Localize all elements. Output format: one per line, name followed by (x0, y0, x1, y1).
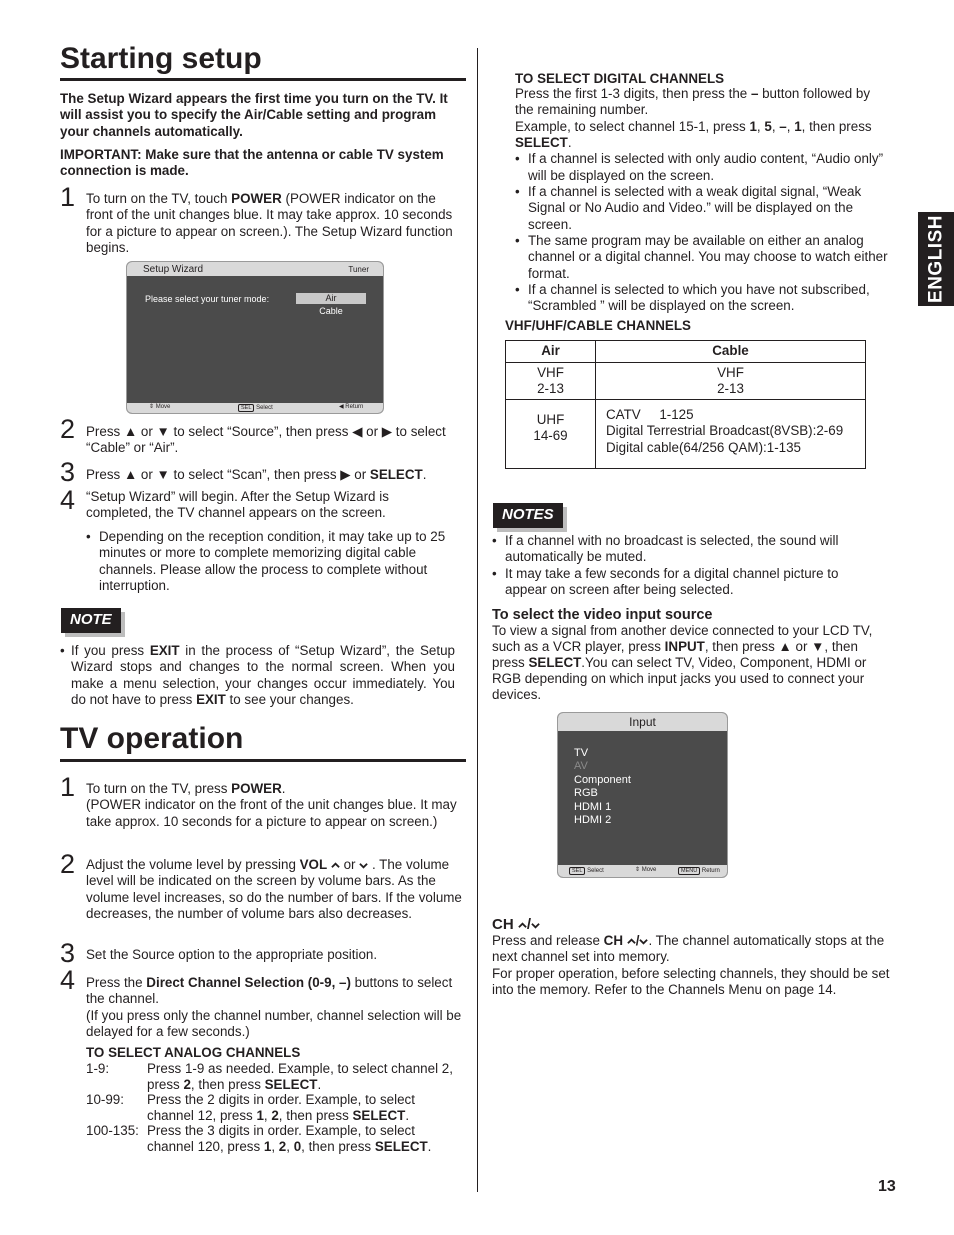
tvop-step-4: Press the Direct Channel Selection (0-9, –) buttons to select the channel. (If you press only the channel number, channel selection will be delayed for a few seconds.) (86, 975, 462, 1040)
table-header-cable: Cable (596, 341, 866, 363)
setup-important: IMPORTANT: Make sure that the antenna or cable TV system connection is made. (60, 147, 444, 179)
channels-table (505, 340, 866, 469)
channels-table-heading: VHF/UHF/CABLE CHANNELS (505, 318, 691, 333)
setup-step-4-bullets (86, 529, 456, 594)
list-item: 1-9: Press 1-9 as needed. Example, to select channel 2, press 2, then press SELECT. (86, 1061, 453, 1093)
screen-title: Setup Wizard (143, 264, 204, 275)
input-option-hdmi1[interactable]: HDMI 1 (574, 800, 612, 813)
footer-return: MENU Return (678, 867, 720, 875)
setup-step-4: “Setup Wizard” will begin. After the Setup Wizard is completed, the TV channel appears on the screen. (86, 489, 389, 521)
input-source-list (574, 747, 631, 827)
analog-heading: TO SELECT ANALOG CHANNELS (86, 1045, 301, 1060)
setup-note-text: If you press EXIT in the process of “Setup Wizard”, the Setup Wizard stops and changes to the normal screen. When you make a menu selection, your changes occur immediately. You do not have to press EXIT to see your changes. (71, 643, 455, 708)
notes-badge: NOTES (493, 503, 563, 528)
step-number: 2 (60, 414, 76, 444)
video-input-heading: To select the video input source (492, 607, 713, 623)
setup-step-1: To turn on the TV, touch POWER (POWER indicator on the front of the unit changes blue. It may take approx. 10 seconds for a picture to appear on screen.). The Setup Wizard function begins. (86, 191, 453, 256)
digital-text: Press the first 1-3 digits, then press the – button followed by the remaining number. Example, to select channel 15-1, press 1, 5, –, 1, then press SELECT. • If a channel is selected with only audio content, “Audio only” will be displayed on the screen. • If a channel is selected with a weak digital signal, “Weak Signal or No Audio and Video.” will be displayed on the screen. • The same program may be available on either an analog channel or a digital channel. You may choose to watch either format. • If a channel is selected to which you have not subscribed, “Scrambled ” will be displayed on the screen. (515, 86, 890, 315)
list-item: • If a channel is selected to which you have not subscribed, “Scrambled ” will be displayed on the screen. (515, 282, 890, 315)
table-cell: CATV 1-125 Digital Terrestrial Broadcast(8VSB):2-69 Digital cable(64/256 QAM):1-135 (596, 400, 866, 469)
list-item: • If a channel is selected with a weak digital signal, “Weak Signal or No Audio and Video.” will be displayed on the screen. (515, 184, 890, 233)
step-number: 4 (60, 965, 76, 995)
input-option-rgb[interactable]: RGB (574, 787, 598, 800)
input-option-tv[interactable]: TV (574, 747, 589, 759)
language-side-tab: ENGLISH (918, 212, 954, 306)
footer-move: ⇕ Move (149, 404, 171, 410)
step-number: 4 (60, 485, 76, 515)
table-cell: VHF 2-13 (506, 363, 596, 400)
table-cell: VHF 2-13 (596, 363, 866, 400)
screen-footer (127, 403, 383, 413)
setup-wizard-screen (126, 261, 384, 414)
table-header-row (506, 341, 866, 363)
screen-title: Input (629, 715, 656, 729)
chevron-down-icon (531, 921, 540, 930)
tvop-step-3: Set the Source option to the appropriate position. (86, 947, 378, 962)
list-item: 10-99: Press the 2 digits in order. Example, to select channel 12, press 1, 2, then press SELECT. (86, 1092, 415, 1124)
table-row (506, 400, 866, 469)
list-item: • If a channel is selected with only audio content, “Audio only” will be displayed on the screen. (515, 151, 890, 184)
note-badge: NOTE (61, 608, 121, 633)
notes-list (492, 533, 867, 598)
tvop-step-2: Adjust the volume level by pressing VOL or . The volume level will be indicated on the screen by volume bars. As the volume level increases, so do the number of bars. If the volume decreases, the number of volume bars also decreases. (86, 857, 462, 922)
ch-heading: CH / (492, 916, 540, 934)
column-divider (477, 48, 478, 1192)
input-option-component[interactable]: Component (574, 773, 631, 786)
screen-tab: Tuner (348, 265, 369, 274)
setup-step-2: Press ▲ or ▼ to select “Source”, then press ◀ or ▶ to select “Cable” or “Air”. (86, 424, 446, 456)
table-cell: UHF 14-69 (506, 400, 596, 469)
step-number: 1 (60, 772, 76, 802)
tuner-option-air[interactable]: Air (296, 293, 366, 304)
screen-footer (558, 865, 727, 877)
footer-return: ◀ Return (339, 404, 364, 410)
tuner-option-cable[interactable]: Cable (319, 306, 343, 316)
step-number: 3 (60, 457, 76, 487)
footer-select: SEL Select (238, 404, 273, 412)
list-item: • If a channel with no broadcast is selected, the sound will automatically be muted. (492, 533, 867, 566)
video-input-text: To view a signal from another device connected to your LCD TV, such as a VCR player, press INPUT, then press ▲ or ▼, then press SELECT.You can select TV, Video, Component, HDMI or RGB depending on which input jacks you used to connect your devices. (492, 623, 873, 703)
table-row (506, 363, 866, 400)
chevron-up-icon (331, 861, 340, 870)
step-number: 1 (60, 182, 76, 212)
ch-text: Press and release CH / . The channel automatically stops at the next channel set into memory. For proper operation, before selecting channels, they should be set into the memory. Refer to the Channels Menu on page 14. (492, 933, 890, 998)
list-item: • The same program may be available on either an analog channel or a digital channel. You may choose to watch either format. (515, 233, 890, 282)
analog-list (86, 1061, 466, 1154)
list-item: 100-135: Press the 3 digits in order. Example, to select channel 120, press 1, 2, 0, then press SELECT. (86, 1123, 432, 1155)
list-item: • Depending on the reception condition, it may take up to 25 minutes or more to complete memorizing digital cable channels. Please allow the process to complete without interruption. (86, 529, 456, 594)
step-number: 3 (60, 938, 76, 968)
setup-intro: The Setup Wizard appears the first time you turn on the TV. It will assist you to specify the Air/Cable setting and program your channels automatically. (60, 91, 448, 139)
step-number: 2 (60, 849, 76, 879)
footer-move: ⇕ Move (635, 867, 657, 873)
input-screen (557, 712, 728, 878)
digital-bullets (515, 151, 890, 314)
screen-titlebar (558, 713, 727, 731)
input-option-hdmi2[interactable]: HDMI 2 (574, 814, 612, 827)
page-number: 13 (878, 1178, 896, 1195)
setup-step-3: Press ▲ or ▼ to select “Scan”, then press ▶ or SELECT. (86, 467, 427, 482)
input-option-av[interactable]: AV (574, 760, 588, 773)
table-header-air: Air (506, 341, 596, 363)
chevron-up-icon (518, 921, 527, 930)
section-title-tv-operation: TV operation (60, 722, 244, 755)
chevron-down-icon (359, 861, 368, 870)
title-underline (60, 78, 466, 81)
screen-prompt: Please select your tuner mode: (145, 294, 270, 304)
title-underline (60, 759, 466, 762)
section-title-starting-setup: Starting setup (60, 42, 262, 75)
tvop-step-1: To turn on the TV, press POWER. (POWER indicator on the front of the unit changes blue. It may take approx. 10 seconds for a picture to appear on screen.) (86, 781, 457, 829)
chevron-up-icon (627, 937, 636, 946)
list-item: • It may take a few seconds for a digital channel picture to appear on screen after being selected. (492, 566, 867, 599)
footer-select: SEL Select (569, 867, 604, 875)
screen-titlebar (127, 262, 383, 276)
digital-heading: TO SELECT DIGITAL CHANNELS (515, 71, 725, 86)
